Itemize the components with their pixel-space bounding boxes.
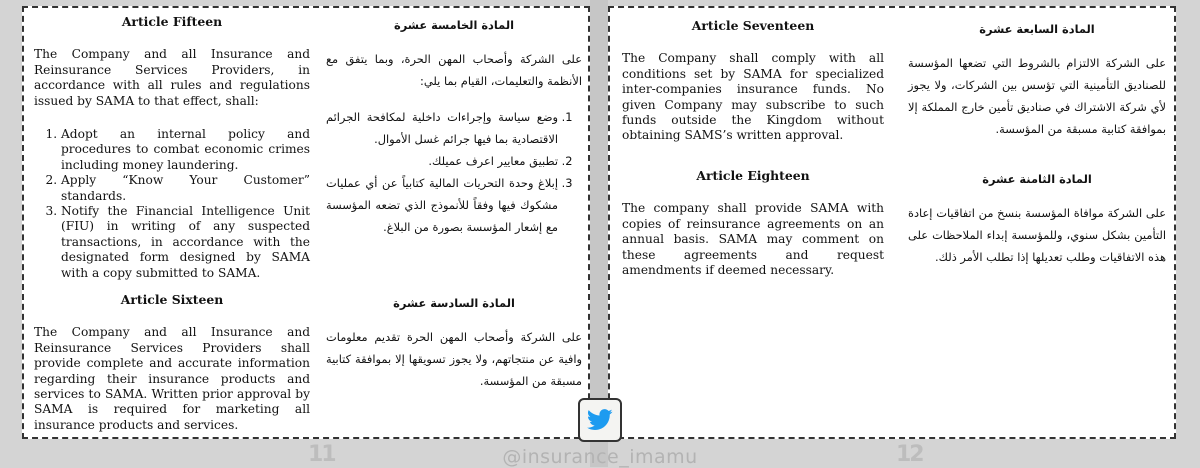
article-17-title-en: Article Seventeen [691,18,815,33]
article-18-title-ar: المادة الثامنة عشرة [982,172,1092,186]
article-18-arabic [908,168,1166,268]
article-15-list-ar [326,106,582,238]
article-15-title-en: Article Fifteen [121,14,223,29]
right-page-number: 12 [896,442,923,467]
article-15-item-ar: 1. وضع سياسة وإجراءات داخلية لمكافحة الجرائم الاقتصادية بما فيها جرائم غسل الأموال. [326,106,558,150]
article-15-arabic [326,14,582,238]
article-15-intro-en: The Company and all Insurance and Reinsurance Services Providers, in accordance with all rules and regulations issued by SAMA to that effect, shall: [34,47,310,108]
watermark-handle: @insurance_imamu [502,446,698,468]
article-18-english [622,168,884,278]
left-page [22,6,590,439]
article-17-english [622,18,884,144]
article-18-text-en: The company shall provide SAMA with copies of reinsurance agreements on an annual basis. SAMA may comment on these agreements and request amendments if deemed necessary. [622,201,884,278]
article-15-item-ar: 3. إبلاغ وحدة التحريات المالية كتابياً عن أي عمليات مشكوك فيها وفقاً للأنموذج الذي تضعه المؤسسة مع إشعار المؤسسة بصورة من البلاغ. [326,172,558,238]
twitter-badge[interactable] [578,398,622,442]
left-page-number: 11 [308,442,335,467]
article-16-text-en: The Company and all Insurance and Reinsurance Services Providers shall provide complete and accurate information regarding their insurance products and services to SAMA. Written prior approval by SAMA is required for marketing all insurance products and services. [34,325,310,432]
article-15-english [34,14,310,281]
article-16-title-ar: المادة السادسة عشرة [393,296,515,310]
article-16-text-ar: على الشركة وأصحاب المهن الحرة تقديم معلومات وافية عن منتجاتهم، ولا يجوز تسويقها إلا بموافقة كتابية مسبقة من المؤسسة. [326,330,582,388]
article-15-item-en: 3. Notify the Financial Intelligence Unit (FIU) in writing of any suspected transactions, in accordance with the designated form designed by SAMA with a copy submitted to SAMA. [61,204,310,281]
article-15-intro-ar: على الشركة وأصحاب المهن الحرة، وبما يتفق مع الأنظمة والتعليمات، القيام بما يلي: [326,52,582,88]
article-15-list-en [34,127,310,281]
article-15-item-ar: 2. تطبيق معايير اعرف عميلك. [326,150,558,172]
twitter-bird-icon [587,409,613,431]
page-gutter [590,0,608,467]
article-15-item-en: 2. Apply “Know Your Customer” standards. [61,173,310,204]
article-15-item-en: 1. Adopt an internal policy and procedures to combat economic crimes including money laundering. [61,127,310,173]
article-18-text-ar: على الشركة موافاة المؤسسة بنسخ من اتفاقيات إعادة التأمين بشكل سنوي، وللمؤسسة إبداء الملاحظات على هذه الاتفاقيات وطلب تعديلها إذا تطلب الأمر ذلك. [908,206,1166,264]
article-16-title-en: Article Sixteen [120,292,224,307]
article-17-arabic [908,18,1166,140]
article-18-title-en: Article Eighteen [696,168,810,183]
article-17-title-ar: المادة السابعة عشرة [979,22,1095,36]
article-16-english [34,292,310,433]
article-16-arabic [326,292,582,392]
article-17-text-en: The Company shall comply with all conditions set by SAMA for specialized inter-companies insurance funds. No given Company may subscribe to such funds outside the Kingdom without obtaining SAMS’s written approval. [622,51,884,143]
right-page [608,6,1176,439]
article-17-text-ar: على الشركة الالتزام بالشروط التي تضعها المؤسسة للصناديق التأمينية التي تؤسس بين الشركات، ولا يجوز لأي شركة الاشتراك في صناديق تأمين خارج المملكة إلا بموافقة كتابية مسبقة من المؤسسة. [908,56,1166,136]
article-15-title-ar: المادة الخامسة عشرة [394,18,514,32]
